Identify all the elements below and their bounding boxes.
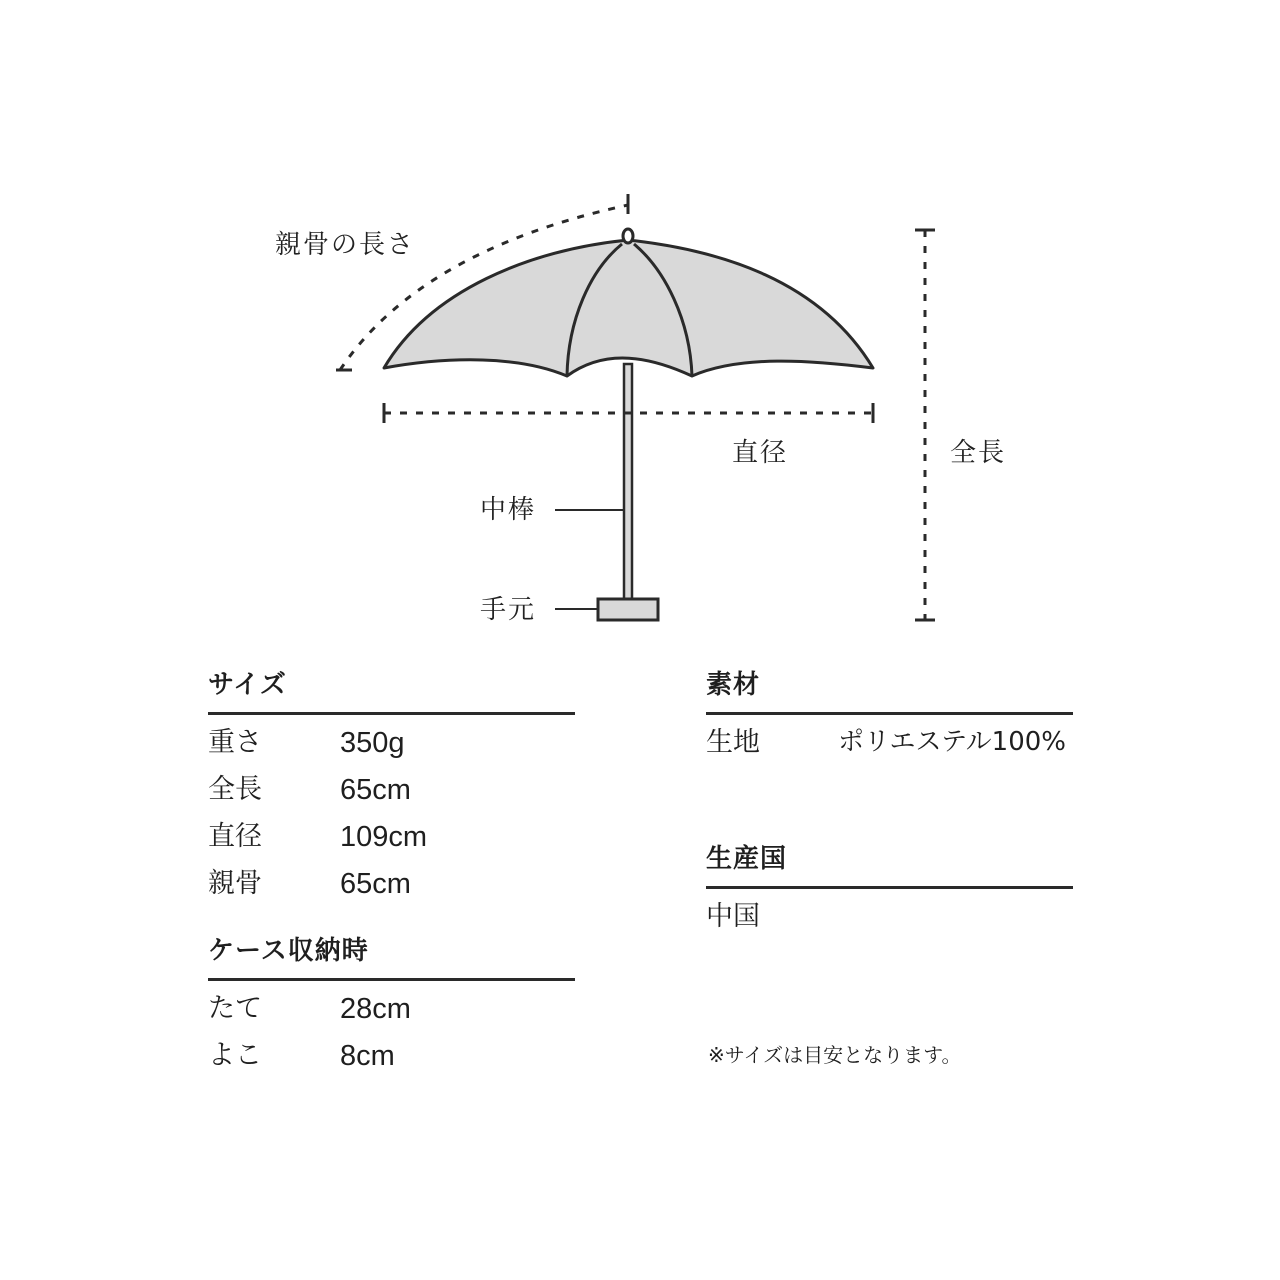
spec-label: 全長 xyxy=(208,774,262,805)
spec-row xyxy=(208,715,575,762)
diameter-label: 直径 xyxy=(732,438,789,468)
umbrella-handle xyxy=(598,599,658,620)
material-section xyxy=(706,672,1073,762)
spec-label: 親骨 xyxy=(208,868,262,899)
spec-value: 65cm xyxy=(340,774,411,806)
spec-value: 65cm xyxy=(340,868,411,900)
size-section-title: サイズ xyxy=(208,672,575,715)
spec-row xyxy=(706,715,1073,762)
shaft-label: 中棒 xyxy=(480,495,537,525)
spec-label: 生地 xyxy=(706,727,760,758)
material-section-title: 素材 xyxy=(706,672,1073,715)
rib-length-label: 親骨の長さ xyxy=(275,230,416,260)
origin-value: 中国 xyxy=(706,901,760,932)
spec-value: 350g xyxy=(340,727,405,759)
umbrella-canopy xyxy=(384,240,873,376)
case-section-title: ケース収納時 xyxy=(208,938,575,981)
spec-value: ポリエステル100% xyxy=(838,727,1066,757)
origin-section xyxy=(706,846,1073,936)
spec-label: 直径 xyxy=(208,821,262,852)
spec-label: 重さ xyxy=(208,727,262,758)
spec-row xyxy=(208,856,575,903)
spec-value: 8cm xyxy=(340,1040,395,1072)
spec-value: 28cm xyxy=(340,993,411,1025)
spec-row xyxy=(208,809,575,856)
spec-label: たて xyxy=(208,993,262,1024)
umbrella-tip xyxy=(623,229,633,243)
umbrella-shaft xyxy=(624,364,632,600)
spec-row xyxy=(208,762,575,809)
spec-row xyxy=(208,1028,575,1075)
origin-section-title: 生産国 xyxy=(706,846,1073,889)
case-section xyxy=(208,938,575,1075)
total-length-label: 全長 xyxy=(950,438,1007,468)
spec-label: よこ xyxy=(208,1040,262,1071)
size-note: ※サイズは目安となります。 xyxy=(708,1043,962,1067)
handle-label: 手元 xyxy=(480,595,537,625)
spec-row xyxy=(706,889,1073,936)
spec-row xyxy=(208,981,575,1028)
size-section xyxy=(208,672,575,903)
spec-value: 109cm xyxy=(340,821,428,853)
